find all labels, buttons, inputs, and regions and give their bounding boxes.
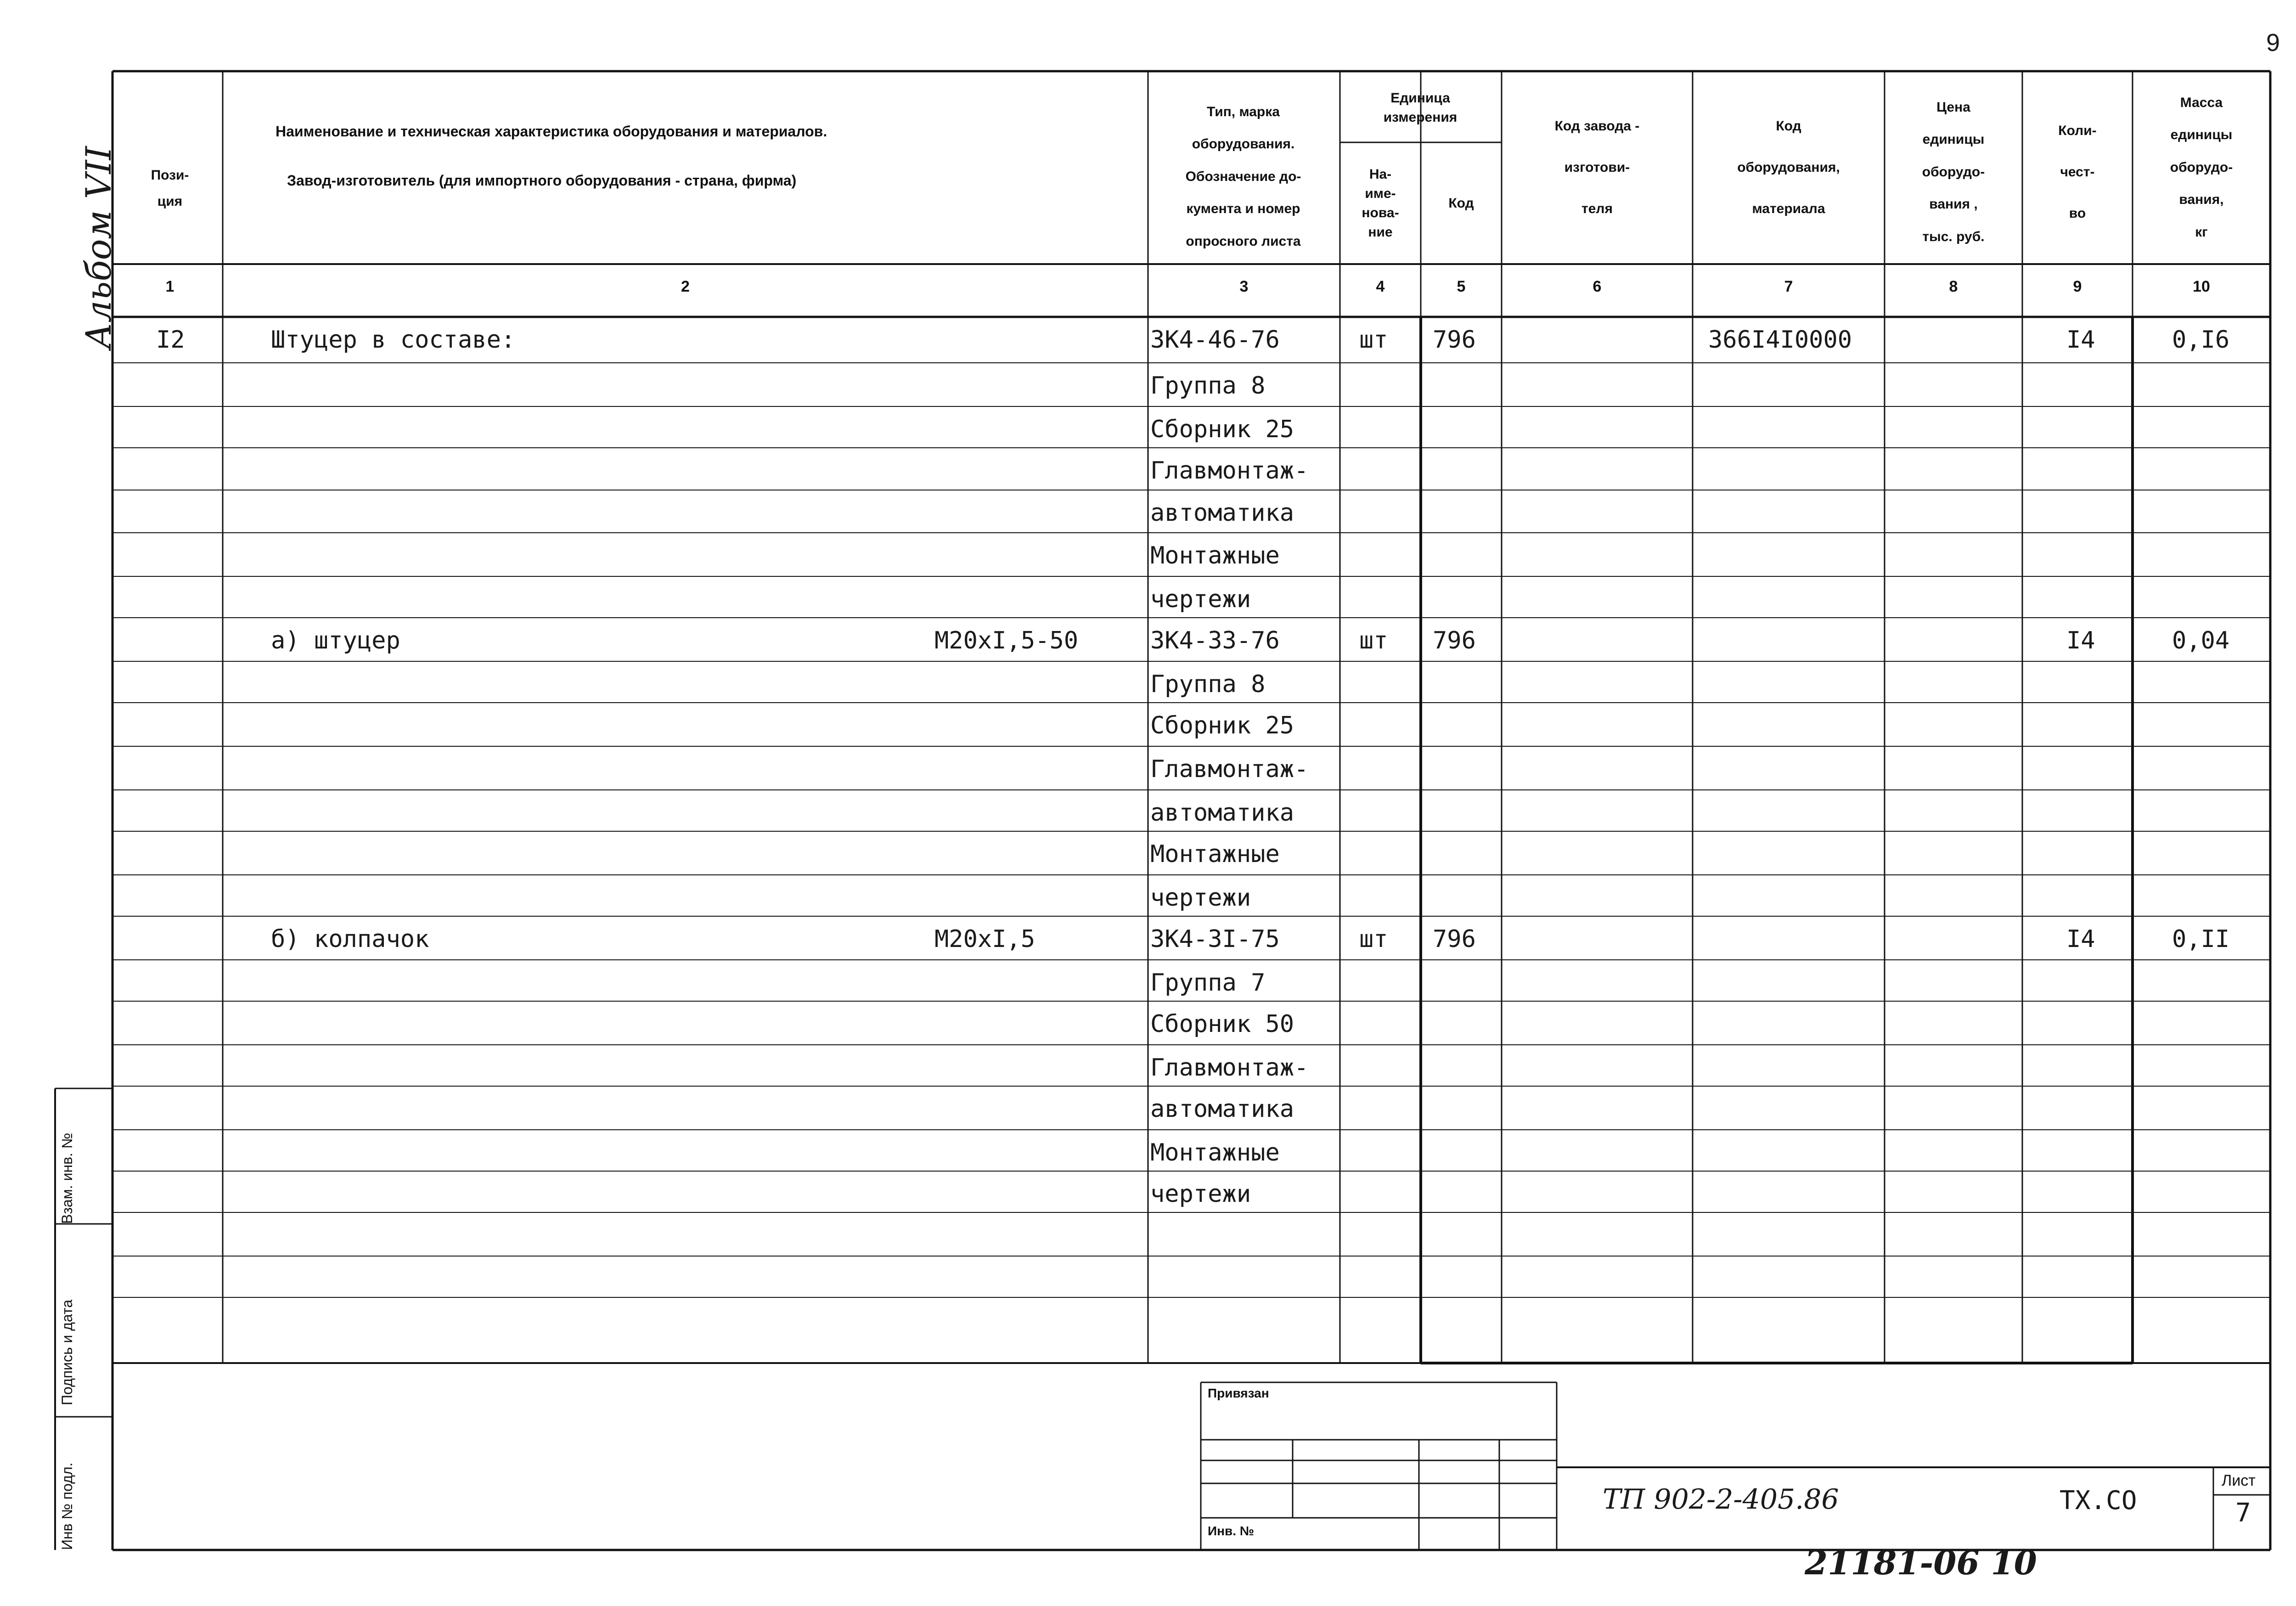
cell-mass: 0,II (2172, 925, 2230, 953)
sheet-number: 7 (2235, 1498, 2251, 1528)
sheet-label: Лист (2222, 1472, 2256, 1489)
side-stamp-inv: Инв № подл. (59, 1462, 75, 1550)
column-number: 6 (1593, 278, 1602, 295)
cell-type: Сборник 50 (1150, 1010, 1294, 1038)
column-number: 10 (2193, 278, 2210, 295)
cell-equip-code: 366I4I0000 (1708, 326, 1852, 354)
inv-no-label: Инв. № (1208, 1524, 1255, 1538)
header-equip-code: Код оборудования, материала (1737, 118, 1840, 216)
cell-type: Монтажные (1150, 542, 1280, 569)
cell-unit-code: 796 (1433, 925, 1476, 953)
cell-type: Главмонтаж- (1150, 1054, 1309, 1082)
cell-mass: 0,04 (2172, 627, 2230, 654)
cell-spec: М20хI,5 (934, 925, 1035, 953)
header-position: Пози- ция (151, 168, 189, 209)
header-name-line2: Завод-изготовитель (для импортного оборудования - страна, фирма) (287, 172, 797, 189)
side-stamp-vzam: Взам. инв. № (59, 1133, 75, 1224)
column-number: 7 (1784, 278, 1793, 295)
column-number: 3 (1239, 278, 1249, 295)
header-unit-name: На- име- нова- ние (1362, 166, 1399, 240)
cell-type: Группа 7 (1150, 969, 1266, 997)
cell-type: автоматика (1150, 499, 1294, 527)
album-label: Альбом VII (78, 146, 119, 349)
cell-qty: I4 (2066, 925, 2095, 953)
cell-type: Монтажные (1150, 1139, 1280, 1166)
cell-type: Главмонтаж- (1150, 457, 1309, 485)
cell-type: Группа 8 (1150, 372, 1266, 400)
cell-type: автоматика (1150, 1095, 1294, 1123)
cell-type: чертежи (1150, 586, 1251, 613)
cell-qty: I4 (2066, 627, 2095, 654)
cell-name: Штуцер в составе: (271, 326, 516, 354)
column-number: 5 (1457, 278, 1466, 295)
cell-unit-code: 796 (1433, 326, 1476, 354)
cell-unit: шт (1359, 627, 1388, 654)
column-number: 4 (1376, 278, 1385, 295)
header-type: Тип, марка оборудования. Обозначение до- кумента и номер опросного листа (1185, 104, 1301, 249)
header-price: Цена единицы оборудо- вания , тыс. руб. (1922, 99, 1985, 244)
cell-unit: шт (1359, 925, 1388, 953)
header-unit-code: Код (1448, 196, 1474, 211)
cell-type: автоматика (1150, 799, 1294, 827)
cell-type: ЗК4-46-76 (1150, 326, 1280, 354)
header-unit-group: Единица измерения (1383, 90, 1458, 125)
column-number: 2 (681, 278, 690, 295)
archive-number: 21181-06 10 (1805, 1543, 2037, 1582)
privyazan-label: Привязан (1208, 1386, 1269, 1400)
header-qty: Коли- чест- во (2058, 123, 2097, 221)
cell-type: ЗК4-3I-75 (1150, 925, 1280, 953)
cell-position: I2 (156, 326, 185, 354)
cell-name: а) штуцер (271, 627, 400, 654)
cell-type: Главмонтаж- (1150, 755, 1309, 783)
cell-type: Сборник 25 (1150, 416, 1294, 443)
cell-type: ЗК4-33-76 (1150, 627, 1280, 654)
cell-qty: I4 (2066, 326, 2095, 354)
cell-type: Монтажные (1150, 840, 1280, 868)
cell-type: Группа 8 (1150, 671, 1266, 698)
cell-mass: 0,I6 (2172, 326, 2230, 354)
cell-unit-code: 796 (1433, 627, 1476, 654)
cell-type: чертежи (1150, 884, 1251, 912)
column-number: 1 (165, 278, 174, 295)
cell-spec: М20хI,5-50 (934, 627, 1079, 654)
column-number: 9 (2073, 278, 2082, 295)
cell-name: б) колпачок (271, 925, 429, 953)
header-factory-code: Код завода - изготови- теля (1554, 118, 1640, 216)
header-mass: Масса единицы оборудо- вания, кг (2170, 95, 2233, 240)
document-mark: ТХ.СО (2060, 1486, 2137, 1516)
cell-type: Сборник 25 (1150, 712, 1294, 739)
header-name-line1: Наименование и техническая характеристика оборудования и материалов. (276, 123, 827, 140)
column-number: 8 (1949, 278, 1958, 295)
side-stamp-podpis: Подпись и дата (59, 1299, 75, 1405)
cell-unit: шт (1359, 326, 1388, 354)
document-code: ТП 902-2-405.86 (1603, 1483, 1839, 1516)
page-number: 9 (2266, 29, 2280, 56)
cell-type: чертежи (1150, 1180, 1251, 1208)
